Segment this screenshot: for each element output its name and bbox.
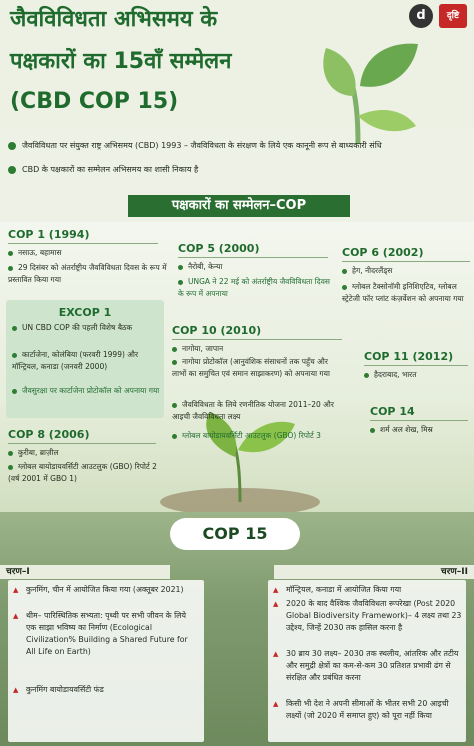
bullet-icon: [370, 428, 375, 433]
bullet-icon: [364, 373, 369, 378]
cop8-place-text: कुरीबा, ब्राज़ील: [18, 448, 59, 457]
cop1-divider: [8, 243, 158, 244]
cop10-note2-text: जैवविविधता के लिये रणनीतिक योजना 2011–20 और आइची जैवविविधता लक्ष्य: [172, 400, 334, 421]
intro-bullet-cop: CBD के पक्षकारों का सम्मेलन अभिसमय का शासी निकाय है: [8, 164, 468, 176]
cop10-note1: [172, 356, 344, 380]
cop6-place: [342, 265, 470, 277]
phase1-item: ▲ थीम– पारिस्थितिक सभ्यता: पृथ्वी पर सभी जीवन के लिये एक साझा भविष्य का निर्माण (Ecological Civilization% Building a Shared Future for All Life on Earth): [12, 610, 198, 658]
bullet-icon: [172, 403, 177, 408]
phase2-item: ▲ 30 ब्राय 30 लक्ष्य– 2030 तक स्थलीय, आंतरिक और तटीय और समुद्री क्षेत्रों का कम-से-कम 30 प्रतिशत प्रभावी ढंग से संरक्षित और प्रबंधित करना: [272, 648, 462, 684]
bullet-icon: [178, 265, 183, 270]
cop1-place: [8, 247, 168, 259]
intro-bullets: [8, 140, 468, 188]
cop10-place: [172, 343, 344, 355]
cop8-note: [8, 461, 166, 485]
drishti-d-logo-icon: d: [409, 4, 433, 28]
excop1-title: EXCOP 1: [58, 306, 112, 319]
bullet-icon: [172, 360, 177, 365]
phase1-item: ▲ कुनमिंग बायोडायवर्सिटी फंड: [12, 684, 198, 696]
excop1-line2-text: कार्टाजेना, कोलंबिया (फरवरी 1999) और मॉन्ट्रियल, कनाडा (जनवरी 2000): [12, 350, 139, 371]
bullet-icon: [172, 434, 177, 439]
cop15-title: COP 15: [170, 518, 300, 550]
excop1-line3-text: जैवसुरक्षा पर कार्टाजेना प्रोटोकॉल को अपनाया गया: [22, 386, 160, 395]
phase1-box: [8, 580, 204, 742]
excop1-line3: [12, 385, 160, 397]
cop11-place: [364, 369, 468, 381]
leaf-logo-icon: [318, 36, 428, 146]
phase1-label: चरण–I: [0, 565, 170, 579]
cop8-place: [8, 447, 166, 459]
phase2-item: ▲ किसी भी देश ने अपनी सीमाओं के भीतर सभी 20 आइची लक्ष्यों (जो 2020 में समाप्त हुए) को पूरा नहीं किया: [272, 698, 462, 722]
cop8-title: COP 8 (2006): [8, 428, 90, 441]
cop1-title: COP 1 (1994): [8, 228, 90, 241]
section-title-cop: पक्षकारों का सम्मेलन–COP: [128, 195, 350, 217]
bullet-icon: [172, 347, 177, 352]
page-title-line-2: पक्षकारों का 15वाँ सम्मेलन: [10, 49, 232, 74]
bullet-icon: [12, 389, 17, 394]
phase2-box: [268, 580, 466, 742]
phase2-item: ▲ 2020 के बाद वैश्विक जैवविविधता रूपरेखा (Post 2020 Global Biodiversity Framework)– 4 लक्ष्य तथा 23 उद्देश्य, जिन्हें 2030 तक हासिल करना है: [272, 598, 462, 634]
cop1-place-text: नसाऊ, बहामास: [18, 248, 62, 257]
header: [0, 0, 474, 128]
bullet-icon: [178, 280, 183, 285]
page-title-line-1: जैवविविधता अभिसमय के: [10, 7, 218, 32]
cop5-title: COP 5 (2000): [178, 242, 260, 255]
cop11-title: COP 11 (2012): [364, 350, 454, 363]
cop10-note1-text: नागोया प्रोटोकॉल (आनुवंशिक संसाधनों तक पहुँच और लाभों का समुचित एवं समान साझाकरण) को अपनाया गया: [172, 357, 330, 378]
cop8-note-text: ग्लोबल बायोडायवर्सिटी आउटलुक (GBO) रिपोर्ट 2 (वर्ष 2001 में GBO 1): [8, 462, 157, 483]
cop8-divider: [8, 443, 156, 444]
cop14-place: [370, 424, 470, 436]
cop11-place-text: हैदराबाद, भारत: [374, 370, 417, 379]
cop6-note-text: ग्लोबल टैक्सोनॉमी इनिशिएटिव, ग्लोबल स्ट्रेटेजी फॉर प्लांट कंज़र्वेशन को अपनाया गया: [342, 282, 464, 303]
bullet-icon: [8, 465, 13, 470]
bullet-icon: [342, 285, 347, 290]
cop5-divider: [178, 257, 328, 258]
cop10-note2: [172, 399, 344, 423]
cop5-note: [178, 276, 336, 300]
cop1-note: [8, 262, 168, 286]
page-title-line-3: (CBD COP 15): [10, 89, 179, 114]
cop14-place-text: शर्म अल शेख, मिस्र: [380, 425, 433, 434]
cop11-divider: [364, 365, 468, 366]
cop6-note: [342, 281, 470, 305]
cop6-place-text: हेग, नीदरलैंड्स: [352, 266, 393, 275]
cop10-note3-text: ग्लोबल बायोडायवर्सिटी आउटलुक (GBO) रिपोर्ट 3: [182, 431, 321, 440]
cop5-place-text: नैरोबी, केन्या: [188, 262, 223, 271]
cop5-note-text: UNGA ने 22 मई को अंतर्राष्ट्रीय जैवविविधता दिवस के रूप में अपनाया: [178, 277, 330, 298]
bullet-icon: [8, 451, 13, 456]
cop14-title: COP 14: [370, 405, 415, 418]
phase2-label: चरण–II: [274, 565, 474, 579]
phase2-item: ▲ मॉन्ट्रियल, कनाडा में आयोजित किया गया: [272, 584, 462, 596]
intro-bullet-cbd: जैवविविधता पर संयुक्त राष्ट्र अभिसमय (CBD) 1993 – जैवविविधता के संरक्षण के लिये एक कानूनी रूप से बाध्यकारी संधि: [8, 140, 468, 152]
bullet-icon: [8, 266, 13, 271]
phase1-item: ▲ कुनमिंग, चीन में आयोजित किया गया (अक्तूबर 2021): [12, 584, 198, 596]
cop6-title: COP 6 (2002): [342, 246, 424, 259]
drishti-logo-icon: दृष्टि: [439, 4, 467, 28]
excop1-line1-text: UN CBD COP की पहली विशेष बैठक: [22, 323, 133, 332]
cop14-divider: [370, 420, 468, 421]
cop5-place: [178, 261, 336, 273]
cop10-title: COP 10 (2010): [172, 324, 262, 337]
cop10-place-text: नागोया, जापान: [182, 344, 224, 353]
bullet-icon: [342, 269, 347, 274]
bullet-icon: [12, 353, 17, 358]
excop1-line1: [12, 322, 160, 334]
cop1-note-text: 29 दिसंबर को अंतर्राष्ट्रीय जैवविविधता दिवस के रूप में प्रस्तावित किया गया: [8, 263, 167, 284]
bullet-icon: [8, 251, 13, 256]
excop1-line2: [12, 349, 160, 373]
cop10-divider: [172, 339, 342, 340]
cop10-note3: [172, 430, 344, 442]
bullet-icon: [12, 326, 17, 331]
cop6-divider: [342, 261, 470, 262]
